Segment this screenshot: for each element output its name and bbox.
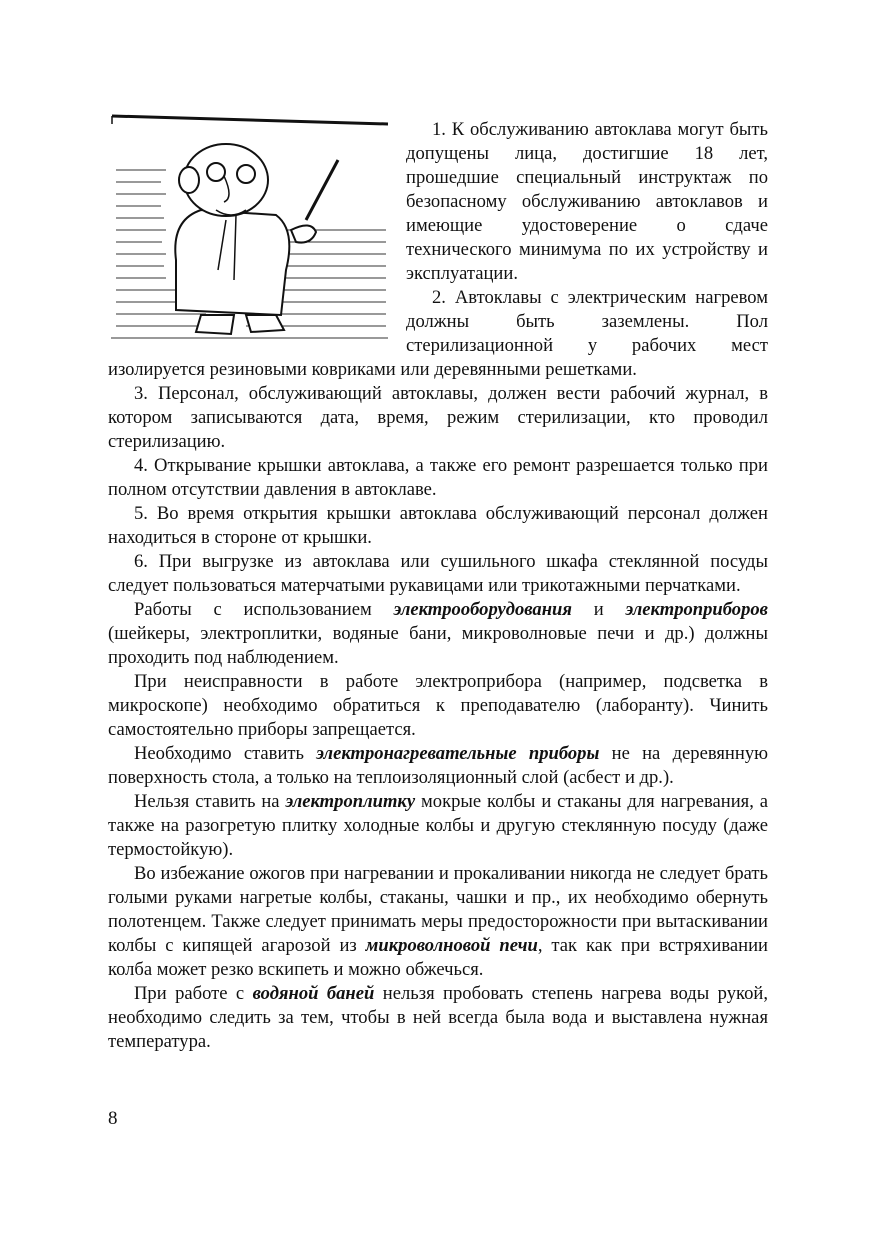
- emphasis: микроволновой печи: [365, 935, 538, 956]
- paragraph-4: 4. Открывание крышки автоклава, а также его ремонт разрешается только при полном отсутствии давления в автоклаве.: [108, 455, 768, 500]
- page-number: 8: [108, 1108, 118, 1129]
- emphasis: водяной баней: [252, 983, 375, 1004]
- paragraph-11: Во избежание ожогов при нагревании и прокаливании никогда не следует брать голыми руками нагретые колбы, стаканы, чашки и пр., их необходимо обернуть полотенцем. Также следует принимать меры предосторожности при вытаскивании колбы с кипящей агарозой из микроволновой печи, так как при встряхивании колба может резко вскипеть и можно обжечься.: [108, 863, 768, 980]
- emphasis: электрооборудования: [393, 599, 572, 620]
- paragraph-12: При работе с водяной баней нельзя пробовать степень нагрева воды рукой, необходимо следить за тем, чтобы в ней всегда была вода и выставлена нужная температура.: [108, 983, 768, 1052]
- paragraph-3: 3. Персонал, обслуживающий автоклавы, должен вести рабочий журнал, в котором записываются дата, время, режим стерилизации, кто проводил стерилизацию.: [108, 383, 768, 452]
- emphasis: электроплитку: [285, 791, 416, 812]
- paragraph-5: 5. Во время открытия крышки автоклава обслуживающий персонал должен находиться в стороне от крышки.: [108, 503, 768, 548]
- paragraph-1: 1. К обслуживанию автоклава могут быть допущены лица, достигшие 18 лет, прошедшие специальный инструктаж по безопасному обслуживанию автоклавов и имеющие удостоверение о сдаче технического минимума по их устройству и эксплуатации.: [406, 119, 768, 284]
- paragraph-2: 2. Автоклавы с электрическим нагревом должны быть заземлены. Пол стерилизационной у рабочих мест изолируется резиновыми ковриками или деревянными решетками.: [108, 287, 768, 380]
- paragraph-8: При неисправности в работе электроприбора (например, подсветка в микроскопе) необходимо обратиться к преподавателю (лаборанту). Чинить самостоятельно приборы запрещается.: [108, 671, 768, 740]
- emphasis: электроприборов: [625, 599, 768, 620]
- paragraph-7: Работы с использованием электрооборудования и электроприборов (шейкеры, электроплитки, водяные бани, микроволновые печи и др.) должны проходить под наблюдением.: [108, 599, 768, 668]
- document-body: [108, 118, 768, 1054]
- paragraph-6: 6. При выгрузке из автоклава или сушильного шкафа стеклянной посуды следует пользоваться матерчатыми рукавицами или трикотажными перчатками.: [108, 551, 768, 596]
- paragraph-9: Необходимо ставить электронагревательные приборы не на деревянную поверхность стола, а только на теплоизоляционный слой (асбест и др.).: [108, 743, 769, 788]
- paragraph-10: Нельзя ставить на электроплитку мокрые колбы и стаканы для нагревания, а также на разогретую плитку холодные колбы и другую стеклянную посуду (даже термостойкую).: [108, 791, 769, 860]
- emphasis: электронагревательные приборы: [316, 743, 600, 764]
- illustration-spacer: [108, 118, 406, 358]
